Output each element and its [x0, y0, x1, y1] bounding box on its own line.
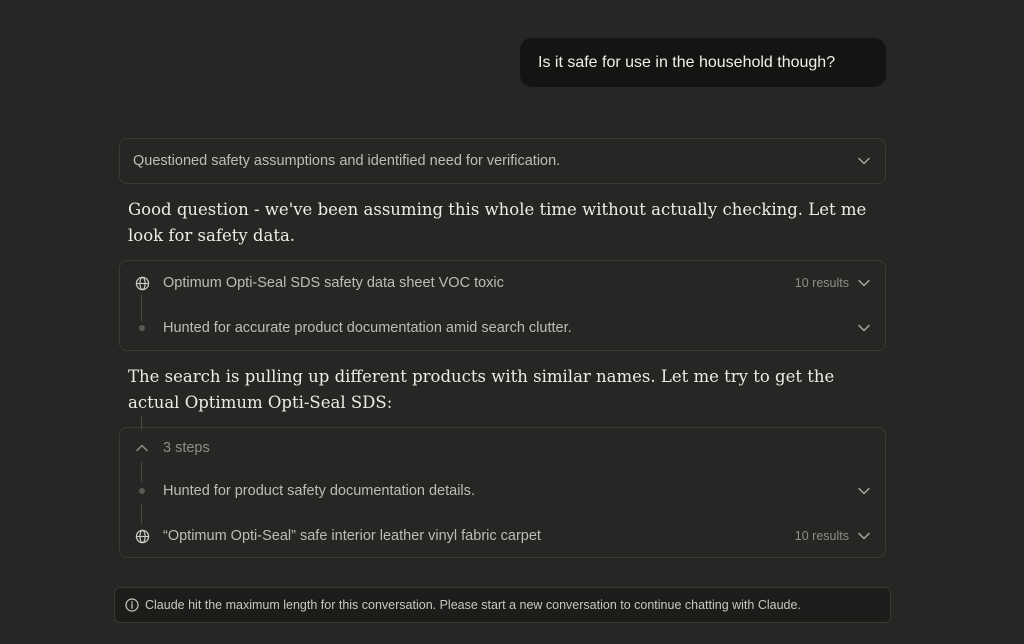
search-query-row[interactable] [120, 271, 885, 295]
thinking-summary-label: Questioned safety assumptions and identified need for verification. [133, 153, 561, 169]
results-count: 10 results [794, 276, 849, 290]
timeline-connector [141, 416, 142, 430]
search-query-text: “Optimum Opti-Seal” safe interior leather vinyl fabric carpet [163, 528, 541, 544]
chevron-down-icon[interactable] [857, 484, 871, 498]
thinking-summary-row[interactable] [120, 149, 885, 173]
search-query-text: Optimum Opti-Seal SDS safety data sheet VOC toxic [163, 275, 504, 291]
thought-row[interactable] [120, 316, 885, 340]
notice-text: Claude hit the maximum length for this conversation. Please start a new conversation to continue chatting with Claude. [145, 598, 801, 612]
globe-icon [133, 274, 151, 292]
assistant-response-text: Good question - we've been assuming this whole time without actually checking. Let me look for safety data. [128, 200, 867, 245]
steps-count-label: 3 steps [163, 440, 210, 456]
thought-row[interactable] [120, 479, 885, 503]
info-icon [125, 598, 139, 612]
chevron-down-icon[interactable] [857, 529, 871, 543]
dot-icon [133, 482, 151, 500]
search-query-row[interactable] [120, 524, 885, 548]
chevron-up-icon[interactable] [133, 439, 151, 457]
thought-text: Hunted for product safety documentation details. [163, 483, 475, 499]
thinking-summary-card[interactable] [119, 138, 886, 184]
chevron-down-icon[interactable] [857, 276, 871, 290]
chevron-down-icon[interactable] [857, 154, 871, 168]
assistant-response-text: The search is pulling up different products with similar names. Let me try to get the actual Optimum Opti-Seal SDS: [128, 367, 835, 412]
dot-icon [133, 319, 151, 337]
conversation-limit-notice [114, 587, 891, 623]
chevron-down-icon[interactable] [857, 321, 871, 335]
globe-icon [133, 527, 151, 545]
web-search-card [119, 260, 886, 351]
timeline-connector [141, 504, 142, 524]
user-message: Is it safe for use in the household though? [520, 38, 886, 87]
steps-card [119, 427, 886, 558]
thought-text: Hunted for accurate product documentation amid search clutter. [163, 320, 572, 336]
steps-toggle-row[interactable] [120, 436, 885, 460]
results-count: 10 results [794, 529, 849, 543]
